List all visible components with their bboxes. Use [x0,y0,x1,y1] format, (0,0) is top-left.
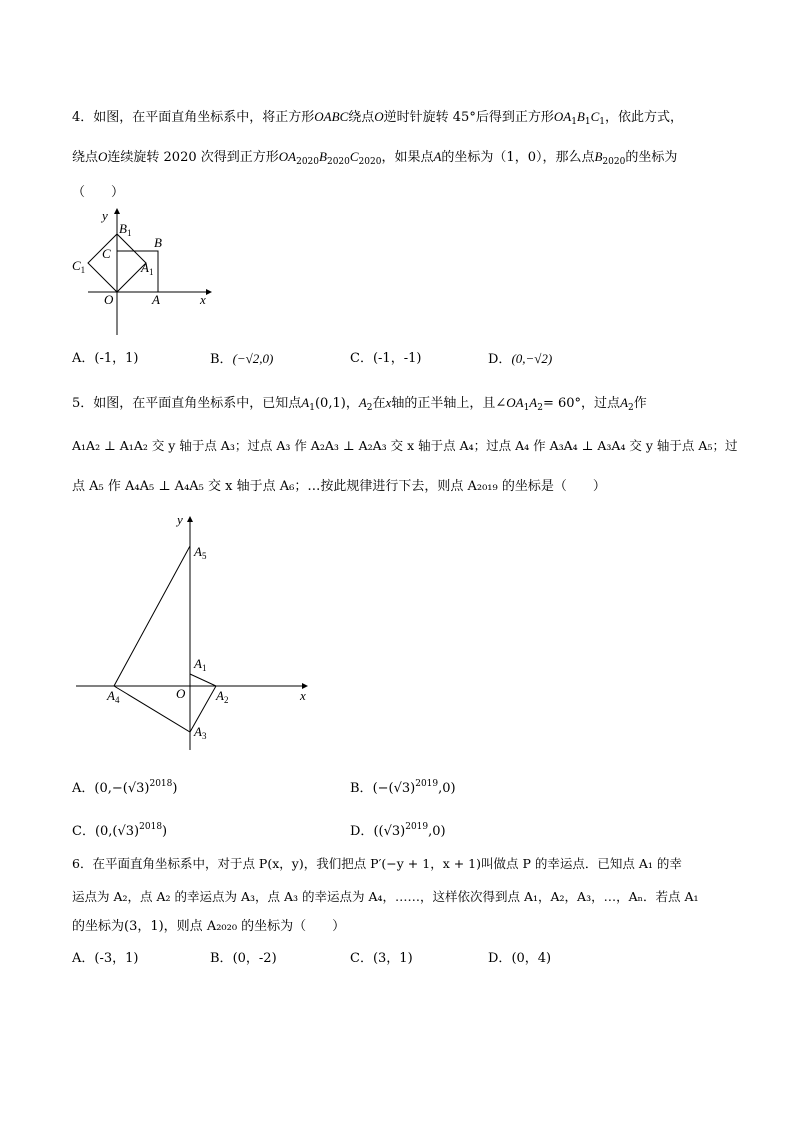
q5-line-1: 5．如图，在平面直角坐标系中，已知点$A_1(0,1)$，$A_2$在x轴的正半轴上，且$\angle OA_1A_2= 60^\circ$，过点$A_2$作 [72,395,647,413]
q4-line-1: 4．如图，在平面直角坐标系中，将正方形OABC绕点O逆时针旋转 45°后得到正方形$OA_1B_1C_1$，依此方式， [72,109,684,127]
q5-spiral [114,546,216,732]
q5-y-arrow [187,516,193,522]
q6-line-3: 的坐标为(3，1)，则点 A₂₀₂₀ 的坐标为（ ） [72,919,346,934]
q4-label-c1: $C_1$ [72,258,86,275]
q4-label-o: O [104,292,114,307]
q4-line-2: 绕点O连续旋转 2020 次得到正方形$OA_{2020}B_{2020}C_{2020}$，如果点A的坐标为（1，0），那么点$B_{2020}$的坐标为 [72,149,678,167]
q4-label-a: A [152,292,160,307]
q4-label-b1: $B_1$ [119,221,132,238]
q5-option-d[interactable]: D．$((√3)^{2019},0)$ [350,822,446,839]
q5-label-x: x [300,688,306,703]
q4-option-c[interactable]: C．(-1，-1) [350,351,422,366]
q4-paren: （ ） [72,185,125,200]
q6-option-a[interactable]: A．(-3，1) [72,951,139,966]
q4-option-b[interactable]: B．(−√2,0) [210,351,274,367]
q4-label-c: C [102,246,111,261]
q4-option-d[interactable]: D．(0,−√2) [488,351,553,367]
q5-option-c[interactable]: C．$(0,(√3)^{2018})$ [72,822,168,839]
q4-option-a[interactable]: A．(-1，1) [72,351,139,366]
q4-label-b: B [154,235,162,250]
q5-label-a5: $A_5$ [194,544,207,561]
q5-label-y: y [177,512,183,527]
q5-figure [70,510,320,755]
q6-option-d[interactable]: D．(0，4) [488,951,552,966]
q4-label-x: x [200,292,206,307]
q5-line-3: 点 A₅ 作 A₄A₅ ⊥ A₄A₅ 交 x 轴于点 A₆；…按此规律进行下去，则点 A₂₀₁₉ 的坐标是（ ） [72,479,606,494]
q5-option-b[interactable]: B．$(-(√3)^{2019},0)$ [350,779,456,796]
q6-line-2: 运点为 A₂，点 A₂ 的幸运点为 A₃，点 A₃ 的幸运点为 A₄，……，这样依次得到点 A₁，A₂，A₃，…，Aₙ．若点 A₁ [72,889,699,904]
q6-number: 6． [72,856,93,871]
q5-line-2: A₁A₂ ⊥ A₁A₂ 交 y 轴于点 A₃；过点 A₃ 作 A₂A₃ ⊥ A₂A₃ 交 x 轴于点 A₄；过点 A₄ 作 A₃A₄ ⊥ A₃A₄ 交 y 轴于点 A₅；过 [72,438,738,453]
q5-option-a[interactable]: A．$(0,-(√3)^{2018})$ [72,779,178,796]
q5-label-a4: $A_4$ [107,688,120,705]
q5-label-a3: $A_3$ [194,724,207,741]
q6-option-b[interactable]: B．(0，-2) [210,951,277,966]
q4-label-a1: $A_1$ [141,260,154,277]
q5-label-o: O [176,686,186,701]
q5-number: 5． [72,396,94,411]
q4-y-arrow [114,208,120,214]
q6-line-1: 6．在平面直角坐标系中，对于点 P(x，y)，我们把点 P′(−y + 1，x + 1)叫做点 P 的幸运点．已知点 A₁ 的幸 [72,856,682,871]
q4-number: 4． [72,110,94,125]
q4-label-y: y [102,208,108,223]
q4-x-arrow [206,289,212,295]
q5-label-a2: $A_2$ [216,688,229,705]
q4-figure [66,200,226,340]
q6-option-c[interactable]: C．(3，1) [350,951,413,966]
q5-label-a1: $A_1$ [194,656,207,673]
